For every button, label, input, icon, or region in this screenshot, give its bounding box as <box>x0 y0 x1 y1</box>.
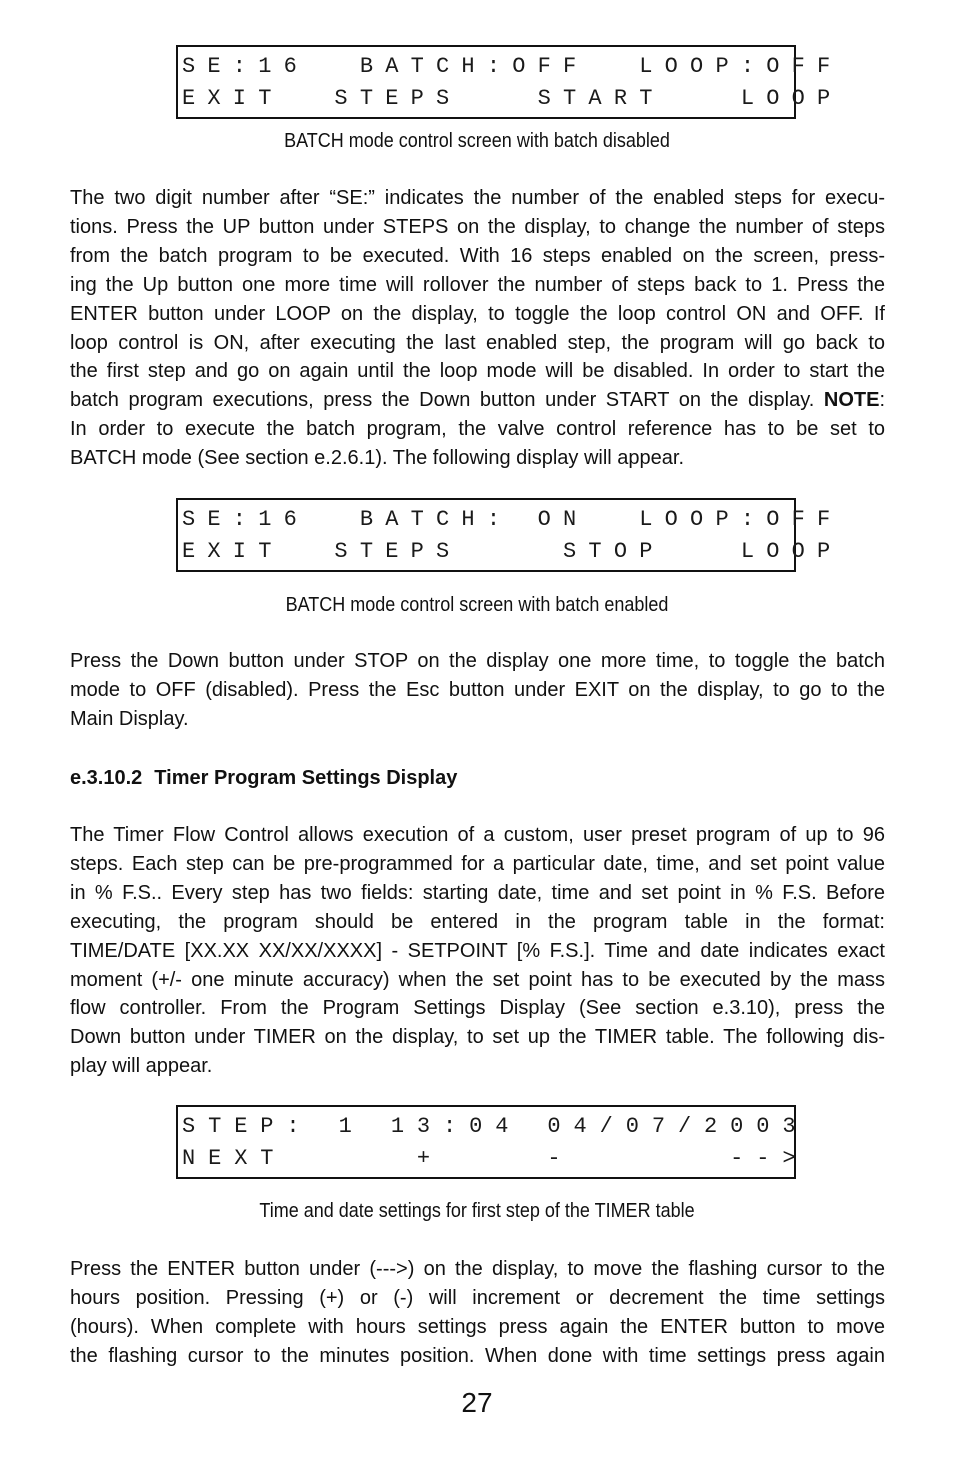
text-line: Press the ENTER button under (--->) on the display, to move the flashing cursor to the <box>70 1258 885 1280</box>
note-colon: : <box>879 389 885 412</box>
text-line: TIME/DATE [XX.XX XX/XX/XXXX] - SETPOINT [% F.S.]. Time and date indicates exact <box>70 939 885 962</box>
text-line: from the batch program to be executed. With 16 steps enabled on the screen, press- <box>70 244 885 267</box>
lcd-row-2: EXIT STEPS STOP LOOP <box>182 539 843 564</box>
paragraph-batch-steps <box>70 184 885 473</box>
section-number: e.3.10.2 <box>70 767 143 789</box>
lcd-row-2: EXIT STEPS START LOOP <box>182 86 843 111</box>
text-line: flow controller. From the Program Settings Display (See section e.3.10), press the <box>70 997 885 1020</box>
text-line: BATCH mode (See section e.2.6.1). The following display will appear. <box>70 447 685 470</box>
paragraph-timer-cursor <box>70 1255 885 1371</box>
text-line: The two digit number after “SE:” indicates the number of the enabled steps for execu- <box>70 187 885 209</box>
text-line: Down button under TIMER on the display, to set up the TIMER table. The following dis- <box>70 1026 885 1049</box>
text-line: The Timer Flow Control allows execution of a custom, user preset program of up to 96 <box>70 824 885 846</box>
text-segment: batch program executions, press the Down button under START on the display. <box>70 389 815 412</box>
text-line: ENTER button under LOOP on the display, to toggle the loop control ON and OFF. If <box>70 302 885 325</box>
text-line: in % F.S.. Every step has two fields: starting date, time and set point in % F.S. Before <box>70 881 885 904</box>
paragraph-stop-batch <box>70 647 885 734</box>
text-line: Press the Down button under STOP on the display one more time, to toggle the batch <box>70 650 885 672</box>
text-line: Main Display. <box>70 707 189 730</box>
text-line: moment (+/- one minute accuracy) when the set point has to be executed by the mass <box>70 968 885 991</box>
text-line: executing, the program should be entered in the program table in the format: <box>70 910 885 933</box>
note-label: NOTE <box>823 389 880 412</box>
lcd-display-timer-step <box>176 1105 809 1179</box>
lcd-row-1: SE:16 BATCH: ON LOOP:OFF <box>182 507 843 532</box>
lcd-display-batch-enabled <box>176 498 843 572</box>
text-line: In order to execute the batch program, the valve control reference has to be set to <box>70 418 885 441</box>
figure-caption: BATCH mode control screen with batch enabled <box>285 594 669 616</box>
text-line: the first step and go on again until the loop mode will be disabled. In order to start the <box>70 360 885 383</box>
page-number: 27 <box>461 1387 493 1418</box>
text-line: mode to OFF (disabled). Press the Esc button under EXIT on the display, to go to the <box>70 678 885 701</box>
text-line: tions. Press the UP button under STEPS on the display, to change the number of steps <box>70 215 885 238</box>
section-heading <box>70 765 457 791</box>
text-line: hours position. Pressing (+) or (-) will increment or decrement the time settings <box>70 1286 885 1309</box>
figure-caption: BATCH mode control screen with batch disabled <box>284 130 670 152</box>
lcd-display-batch-disabled <box>176 45 843 119</box>
paragraph-timer-flow-control <box>70 821 885 1081</box>
text-line-with-note <box>70 386 885 415</box>
text-line: play will appear. <box>70 1055 213 1078</box>
lcd-row-2: NEXT + - --> <box>182 1146 809 1171</box>
text-line: ing the Up button one more time will rollover the number of steps back to 1. Press the <box>70 273 885 296</box>
text-line: loop control is ON, after executing the last enabled step, the program will go back to <box>70 331 885 354</box>
text-line: steps. Each step can be pre-programmed for a particular date, time, and set point value <box>70 852 885 875</box>
text-line: the flashing cursor to the minutes position. When done with time settings press again <box>70 1344 885 1367</box>
section-title: Timer Program Settings Display <box>154 767 458 789</box>
figure-caption: Time and date settings for first step of the TIMER table <box>259 1200 695 1222</box>
lcd-row-1: STEP: 1 13:04 04/07/2003 <box>182 1114 809 1139</box>
text-line: (hours). When complete with hours settings press again the ENTER button to move <box>70 1315 885 1338</box>
lcd-row-1: SE:16 BATCH:OFF LOOP:OFF <box>182 54 843 79</box>
